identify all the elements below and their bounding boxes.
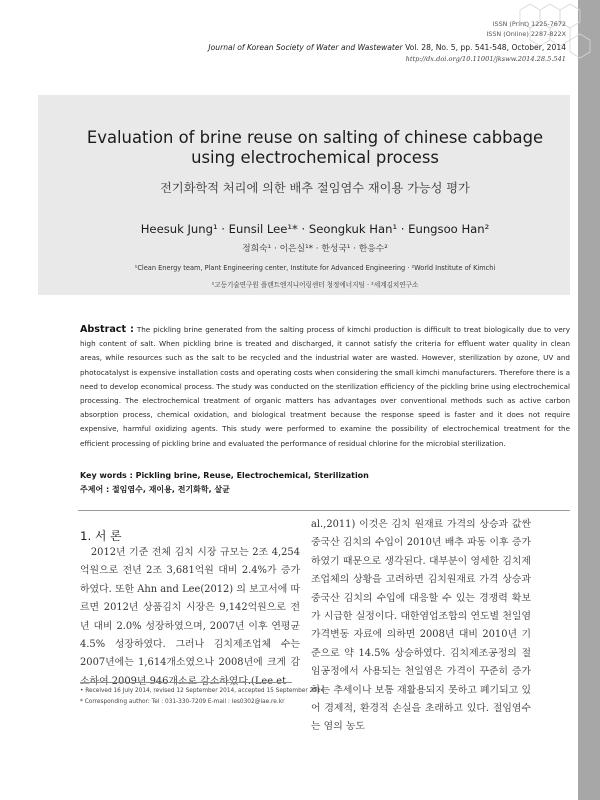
title-line-2: using electrochemical process <box>191 148 439 167</box>
doi-link[interactable]: http://dx.doi.org/10.11001/jksww.2014.28.5.541 <box>405 55 566 63</box>
body-paragraph: 2012년 기준 전체 김치 시장 규모는 2조 4,254억원으로 전년 2조 3,681억원 대비 2.4%가 증가하였다. 또한 Ahn and Lee(2012) 의 보고서에 따르면 2012년 상품김치 시장은 9,142억원으로 전년 대비 2.0% 성장하였으며, 2007년 이후 연평균 4.5% 성장하였다. 그러나 김치제조업체 수는 2007년에는 1,614개소였으나 2008년에 크게 감 <box>80 547 300 669</box>
footnote-corresponding: * Corresponding author: Tel : 031-330-7209 E-mail : les0302@iae.re.kr <box>80 699 285 705</box>
body-paragraph: al.,2011) 이것은 김치 원재료 가격의 상승과 값싼 중국산 김치의 수입이 2010년 배추 파동 이후 증가하였기 때문으로 생각된다. 대부분이 영세한 김치제조업체의 상황을 고려하면 김치원재료 가격 상승과 중국산 김치의 수입에 대응할 수 있는 경쟁력 확보가 시급한 실정이다. 대한염업조합의 연도별 천일염 가격변동 자료에 의하면 2008년 대비 2010년 기준으로 약 14.5% 상승하였다. 김치제조공정의 절임공정에서 사용되는 천일염은 가격이 꾸준히 증가하는 추세이나 보통 재활용되지 못하고 폐기되고 있어 경제적, 환경적 손실을 초래하고 있다. 절임염수는 염의 농도 <box>311 519 531 733</box>
abstract <box>80 323 570 451</box>
abstract-text: The pickling brine generated from the salting process of kimchi production is difficult to treat biologically due to very high content of salt. When pickling brine is treated and discharged, it cannot satisfy the criteria for effluent water quality in clean areas, while resources such as the salt to be recycled and the industrial water are wasted. However, sterilization by ozone, UV and photocatalyst is expensive installation costs and operating costs when considering the small kimchi manufacturers. Therefore there is a need to develop economical process. The study was conducted on the sterilization efficiency of the pickling brine using electrochemical processing. The electrochemical treatment of organic matters has advantages over conventional methods such as active carbon absorption process, chemical oxidation, and biological treatment because the response speed is faster and it does not require expensive, harmful oxidizing agents. This study were performed to examine the possibility of electrochemical treatment for the efficient processing of pickling brine and evaluated the performance of residual chlorine for the microbial sterilization. <box>80 325 571 448</box>
keywords-english: Key words : Pickling brine, Reuse, Electrochemical, Sterilization <box>80 471 369 480</box>
footnote-received: • Received 16 July 2014, revised 12 September 2014, accepted 15 September 2014. <box>80 688 327 694</box>
affiliation-korean: ¹고등기술연구원 플랜트엔지니어링센터 청정에너지팀 · ²세계김치연구소 <box>211 281 419 289</box>
body-column-right <box>311 516 531 737</box>
journal-citation <box>60 43 566 52</box>
paper-title <box>40 128 590 168</box>
journal-name: Journal of Korean Society of Water and Wastewater <box>208 43 403 52</box>
section-divider <box>78 510 570 511</box>
abstract-label: Abstract : <box>80 324 134 335</box>
korean-title: 전기화학적 처리에 의한 배추 절임염수 재이용 가능성 평가 <box>160 181 470 195</box>
volume-info: Vol. 28, No. 5, pp. 541-548, October, 2014 <box>405 43 566 52</box>
korean-author-list: 정희숙¹ · 이은실¹* · 한성국¹ · 한응수² <box>242 244 388 254</box>
issn-online: ISSN (Online) 2287-822X <box>486 30 566 38</box>
affiliation-english: ¹Clean Energy team, Plant Engineering center, Institute for Advanced Engineering · ²World Institute of Kimchi <box>134 264 496 272</box>
footnote-rule <box>80 682 292 683</box>
title-line-1: Evaluation of brine reuse on salting of chinese cabbage <box>86 128 544 147</box>
section-heading: 1. 서 론 <box>80 529 122 543</box>
issn-print: ISSN (Print) 1225-7672 <box>492 20 566 28</box>
page-edge-bar <box>578 0 600 800</box>
author-list: Heesuk Jung¹ · Eunsil Lee¹* · Seongkuk Han¹ · Eungsoo Han² <box>140 222 490 236</box>
keywords-korean: 주제어 : 절임염수, 재이용, 전기화학, 살균 <box>80 485 230 494</box>
body-column-left <box>80 544 300 691</box>
